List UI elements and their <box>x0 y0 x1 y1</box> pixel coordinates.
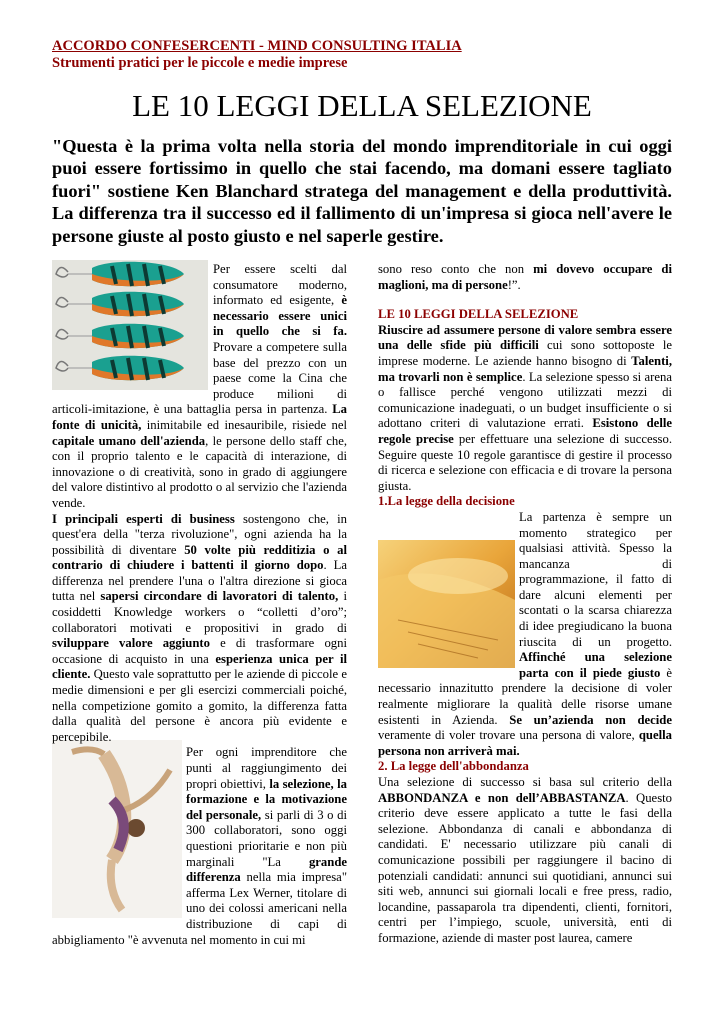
header-organization: ACCORDO CONFESERCENTI - MIND CONSULTING ITALIA <box>52 38 462 54</box>
section-heading: LE 10 LEGGI DELLA SELEZIONE <box>378 307 579 322</box>
law-1-heading: 1.La legge della decisione <box>378 494 515 509</box>
left-paragraph-1: Per essere scelti dal consumatore moderno, informato ed esigente, è necessario essere unici in quello che si fa. Provare a competere sulla base del prezzo con un paese come la Cina che produce milioni di articoli-imitazione, è una battaglia persa in partenza. La fonte di unicità, inimitabile ed inesauribile, risiede nel capitale umano dell'azienda, le persone dello staff che, con il proprio talento e le capacità di interazione, di innovazione o di creatività, sono in grado di aggiungere del valore distintivo al prodotto o al servizio che l'azienda vende. <box>52 262 348 510</box>
header-subtitle: Strumenti pratici per le piccole e medie imprese <box>52 55 348 71</box>
right-column <box>378 262 672 947</box>
right-paragraph-2: Riuscire ad assumere persone di valore sembra essere una delle sfide più difficili cui sono sottoposte le imprese moderne. Le aziende hanno bisogno di Talenti, ma trovarli non è semplice. La selezione spesso si arena o fallisce perché vengono utilizzati mezzi di comunicazione inadeguati, o un budget insufficiente o si adottano criteri di valutazione errati. Esistono delle regole precise per effettuare una selezione di successo. Seguire queste 10 regole garantisce di gestire il processo di ricerca e selezione con efficacia e di trovare la persona giusta. <box>378 322 672 493</box>
right-paragraph-3: La partenza è sempre un momento strategico per qualsiasi attività. Spesso la mancanza di programmazione, il fatto di dare alcuni elementi per scontati o la scarsa chiarezza di idee pregiudicano la buona riuscita di un progetto. Affinché una selezione parta con il piede giusto è necessario innazitutto prendere la decisione di voler realmente migliorare la qualità delle risorse umane esistenti in Azienda. Se un’azienda non decide veramente di voler trovare una persona di valore, quella persona non arriverà mai. <box>378 509 672 758</box>
left-column <box>52 262 347 948</box>
right-paragraph-4: Una selezione di successo si basa sul criterio della ABBONDANZA e non dell’ABBASTANZA. Questo criterio deve essere applicato a tutte le fasi della selezione. Abbondanza di canali e abbondanza di candidati. E' necessario utilizzare più canali di comunicazione possibili per raggiungere il bacino di potenziali candidati: annunci sui quotidiani, annunci sui siti web, annunci sui giornali locali e free press, radio, locandine, passaparola tra dipendenti, clienti, fornitori, centri per l’impiego, scuole, università, enti di formazione, aziende di master post laurea, camere <box>378 775 672 945</box>
law-2-heading: 2. La legge dell'abbondanza <box>378 759 529 774</box>
intro-quote: "Questa è la prima volta nella storia del mondo imprenditoriale in cui oggi puoi essere fortissimo in quello che stai facendo, ma domani essere tagliato fuori" sostiene Ken Blanchard stratega del management e della produttività. La differenza tra il successo ed il fallimento di un'impresa si gioca nell'avere le persone giuste al posto giusto e nel saperle gestire. <box>52 136 672 246</box>
page-title: LE 10 LEGGI DELLA SELEZIONE <box>132 88 592 123</box>
right-paragraph-1: sono reso conto che non mi dovevo occupare di maglioni, ma di persone!”. <box>378 262 672 292</box>
left-paragraph-2: I principali esperti di business sostengono che, in quest'era della "terza rivoluzione", ogni azienda ha la possibilità di diventare 50 volte più redditizia o al contrario di chiudere i battenti il giorno dopo. La differenza nel prendere l'una o l'altra direzione si gioca tutta nel sapersi circondare di lavoratori di talento, i cosiddetti Knowledge workers o “colletti d’oro”; collaboratori motivati e propositivi in grado di sviluppare valore aggiunto e di trasformare ogni occasione di acquisto in una esperienza unica per il cliente. Questo vale soprattutto per le aziende di piccole e medie dimensioni e per gli esercizi commerciali poiché, nella competizione gomito a gomito, la differenza fatta dalla qualità del persone è ancora più evidente e percepibile. <box>52 511 348 744</box>
left-paragraph-3: Per ogni imprenditore che punti al raggiungimento dei propri obiettivi, la selezione, la formazione e la motivazione del personale, si parli di 3 o di 300 collaboratori, sono oggi questioni prioritarie e non più marginali "La grande differenza nella mia impresa" afferma Lex Werner, titolare di uno dei colossi americani nella distribuzione di capi di abbigliamento "è avvenuta nel momento in cui mi <box>52 745 348 947</box>
